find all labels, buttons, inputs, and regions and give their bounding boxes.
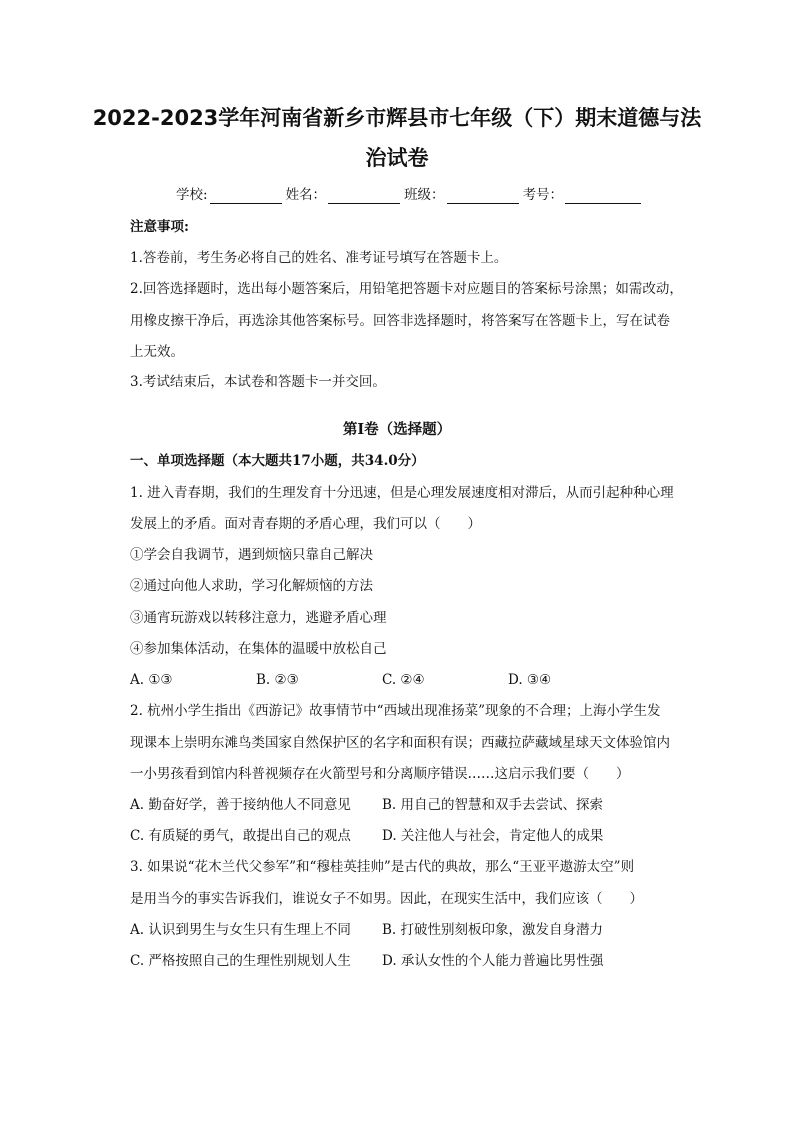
q2-option-a: A. 勤奋好学，善于接纳他人不同意见 <box>130 797 351 813</box>
note-3: 3.考试结束后，本试卷和答题卡一并交回。 <box>130 374 386 390</box>
student-info-row <box>176 186 645 204</box>
notes-heading: 注意事项: <box>130 219 189 235</box>
q2-option-b: B. 用自己的智慧和双手去尝试、探索 <box>382 797 604 813</box>
note-2-line2: 用橡皮擦干净后，再选涂其他答案标号。回答非选择题时，将答案写在答题卡上，写在试卷 <box>130 313 670 329</box>
exam-number-blank[interactable] <box>565 189 641 204</box>
q3-stem-line1: 3. 如果说“花木兰代父参军”和“穆桂英挂帅”是古代的典故，那么“王亚平遨游太空”则 <box>130 859 635 875</box>
q1-statement-4: ④参加集体活动，在集体的温暖中放松自己 <box>130 641 387 657</box>
q2-option-c: C. 有质疑的勇气，敢提出自己的观点 <box>130 828 351 844</box>
note-2-line1: 2.回答选择题时，选出每小题答案后，用铅笔把答题卡对应题目的答案标号涂黑；如需改动， <box>130 281 683 297</box>
q1-option-d: D. ③④ <box>508 672 552 688</box>
q1-option-b: B. ②③ <box>256 672 299 688</box>
q1-option-a: A. ①③ <box>130 672 173 688</box>
part-heading: 一、单项选择题（本大题共17小题，共34.0分） <box>130 453 425 469</box>
q2-stem-line1: 2. 杭州小学生指出《西游记》故事情节中“西域出现准扬菜”现象的不合理；上海小学生发 <box>130 703 661 719</box>
q1-statement-1: ①学会自我调节，遇到烦恼只靠自己解决 <box>130 547 373 563</box>
q2-option-d: D. 关注他人与社会，肯定他人的成果 <box>382 828 604 844</box>
name-blank[interactable] <box>328 189 400 204</box>
school-label: 学校: <box>176 187 208 203</box>
class-blank[interactable] <box>447 189 519 204</box>
exam-title-line2: 治试卷 <box>365 146 429 170</box>
q1-stem-line1: 1. 进入青春期，我们的生理发育十分迅速，但是心理发展速度相对滞后，从而引起种种心理 <box>130 485 674 501</box>
q3-option-c: C. 严格按照自己的生理性别规划人生 <box>130 953 351 969</box>
q3-option-b: B. 打破性别刻板印象，激发自身潜力 <box>382 922 604 938</box>
q1-statement-2: ②通过向他人求助，学习化解烦恼的方法 <box>130 578 373 594</box>
name-label: 姓名： <box>285 187 327 203</box>
q1-statement-3: ③通宵玩游戏以转移注意力，逃避矛盾心理 <box>130 610 387 626</box>
q3-option-a: A. 认识到男生与女生只有生理上不同 <box>130 922 351 938</box>
q1-option-c: C. ②④ <box>382 672 425 688</box>
q2-stem-line2: 现课本上崇明东滩鸟类国家自然保护区的名字和面积有误；西藏拉萨藏域星球天文体验馆内 <box>130 735 670 751</box>
exam-number-label: 考号： <box>522 187 564 203</box>
note-1: 1.答卷前，考生务必将自己的姓名、准考证号填写在答题卡上。 <box>130 250 508 266</box>
section-title: 第I卷（选择题） <box>342 421 452 438</box>
class-label: 班级： <box>404 187 445 203</box>
q3-stem-line2: 是用当今的事实告诉我们，谁说女子不如男。因此，在现实生活中，我们应该（ ） <box>130 891 643 907</box>
school-blank[interactable] <box>210 189 282 204</box>
q3-option-d: D. 承认女性的个人能力普遍比男性强 <box>382 953 604 969</box>
q2-stem-line3: 一小男孩看到馆内科普视频存在火箭型号和分离顺序错误……这启示我们要（ ） <box>130 766 630 782</box>
note-2-line3: 上无效。 <box>130 344 184 360</box>
q1-stem-line2: 发展上的矛盾。面对青春期的矛盾心理，我们可以（ ） <box>130 516 481 532</box>
exam-title-line1: 2022-2023学年河南省新乡市辉县市七年级（下）期末道德与法 <box>92 106 702 130</box>
